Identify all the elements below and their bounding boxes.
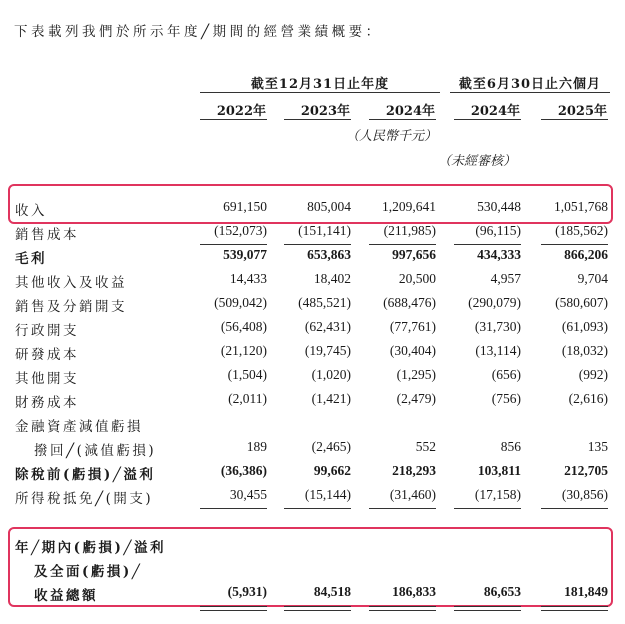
row-value: (13,114) bbox=[475, 343, 521, 358]
row-value: 691,150 bbox=[223, 199, 267, 214]
total-value-4: 86,653 bbox=[483, 584, 521, 599]
row-value: (2,616) bbox=[568, 391, 608, 406]
row-value: 856 bbox=[500, 439, 521, 454]
row-value: 103,811 bbox=[477, 463, 521, 478]
row-label: 財務成本 bbox=[15, 395, 79, 411]
total-double-rule-5 bbox=[541, 606, 608, 611]
row-label: 其他開支 bbox=[15, 371, 79, 387]
row-value: (62,431) bbox=[304, 319, 351, 334]
row-value: 530,448 bbox=[477, 199, 521, 214]
total-double-rule-1 bbox=[200, 606, 267, 611]
row-label: 撥回╱(減值虧損) bbox=[34, 443, 157, 459]
year-rule-1 bbox=[200, 119, 267, 120]
row-value: 212,705 bbox=[564, 463, 608, 478]
currency-note: （人民幣千元） bbox=[346, 129, 438, 144]
row-value: (485,521) bbox=[298, 295, 351, 310]
row-value: (211,985) bbox=[383, 223, 436, 238]
row-value: 14,433 bbox=[229, 271, 267, 286]
row-value: (2,465) bbox=[311, 439, 351, 454]
row-value: 866,206 bbox=[564, 247, 608, 262]
row-value: (30,856) bbox=[561, 487, 608, 502]
row-label: 行政開支 bbox=[15, 323, 79, 339]
total-double-rule-2 bbox=[284, 606, 351, 611]
total-double-rule-3 bbox=[369, 606, 436, 611]
row-value: (30,404) bbox=[389, 343, 436, 358]
row-label: 所得稅抵免╱(開支) bbox=[15, 491, 154, 507]
header-interim: 截至6月30日止六個月 bbox=[458, 77, 602, 92]
row-value: (17,158) bbox=[474, 487, 521, 502]
year-rule-5 bbox=[541, 119, 608, 120]
row-value: 30,455 bbox=[229, 487, 267, 502]
row-value: (15,144) bbox=[304, 487, 351, 502]
subtotal-rule bbox=[284, 244, 351, 245]
row-value: (31,460) bbox=[389, 487, 436, 502]
subtotal-rule bbox=[541, 244, 608, 245]
row-value: 218,293 bbox=[392, 463, 436, 478]
row-value: (580,607) bbox=[555, 295, 608, 310]
row-value: (290,079) bbox=[468, 295, 521, 310]
row-label: 收入 bbox=[15, 203, 47, 219]
row-value: (61,093) bbox=[561, 319, 608, 334]
year-header-1: 2022年 bbox=[216, 104, 266, 119]
row-value: (31,730) bbox=[474, 319, 521, 334]
subtotal-rule bbox=[369, 244, 436, 245]
row-label: 除稅前(虧損)╱溢利 bbox=[15, 467, 156, 483]
header-annual: 截至12月31日止年度 bbox=[250, 77, 390, 92]
row-value: (656) bbox=[491, 367, 521, 382]
year-header-2: 2023年 bbox=[300, 104, 350, 119]
year-rule-3 bbox=[369, 119, 436, 120]
subtotal-rule bbox=[541, 508, 608, 509]
intro-text: 下表載列我們於所示年度╱期間的經營業績概要： bbox=[14, 24, 383, 40]
row-value: 997,656 bbox=[392, 247, 436, 262]
row-value: (992) bbox=[578, 367, 608, 382]
total-value-1: (5,931) bbox=[227, 584, 267, 599]
year-rule-2 bbox=[284, 119, 351, 120]
row-value: (18,032) bbox=[561, 343, 608, 358]
total-value-3: 186,833 bbox=[392, 584, 436, 599]
row-value: 552 bbox=[415, 439, 436, 454]
row-value: 434,333 bbox=[477, 247, 521, 262]
row-value: 1,209,641 bbox=[382, 199, 436, 214]
row-value: (151,141) bbox=[298, 223, 351, 238]
row-label: 其他收入及收益 bbox=[15, 275, 127, 291]
subtotal-rule bbox=[369, 508, 436, 509]
row-value: (2,011) bbox=[228, 391, 267, 406]
year-header-5: 2025年 bbox=[557, 104, 607, 119]
row-value: 99,662 bbox=[313, 463, 351, 478]
subtotal-rule bbox=[454, 508, 521, 509]
row-label: 銷售及分銷開支 bbox=[15, 299, 127, 315]
row-value: (1,421) bbox=[311, 391, 351, 406]
row-value: (36,386) bbox=[220, 463, 267, 478]
total-value-5: 181,849 bbox=[564, 584, 608, 599]
header-annual-rule bbox=[200, 92, 440, 93]
row-value: 539,077 bbox=[223, 247, 267, 262]
row-value: (1,295) bbox=[396, 367, 436, 382]
total-label-line-1: 年╱期內(虧損)╱溢利 bbox=[15, 540, 167, 556]
year-rule-4 bbox=[454, 119, 521, 120]
row-value: 20,500 bbox=[398, 271, 436, 286]
row-value: (185,562) bbox=[555, 223, 608, 238]
row-value: 189 bbox=[246, 439, 267, 454]
row-value: 1,051,768 bbox=[554, 199, 608, 214]
header-interim-rule bbox=[450, 92, 610, 93]
row-value: 135 bbox=[587, 439, 608, 454]
row-value: (21,120) bbox=[220, 343, 267, 358]
row-value: 18,402 bbox=[313, 271, 351, 286]
row-label: 金融資產減值虧損 bbox=[15, 419, 143, 435]
row-value: (1,020) bbox=[311, 367, 351, 382]
row-value: (152,073) bbox=[214, 223, 267, 238]
row-value: 9,704 bbox=[577, 271, 608, 286]
row-value: (77,761) bbox=[389, 319, 436, 334]
subtotal-rule bbox=[200, 508, 267, 509]
row-value: (509,042) bbox=[214, 295, 267, 310]
row-value: (1,504) bbox=[227, 367, 267, 382]
total-value-2: 84,518 bbox=[313, 584, 351, 599]
year-header-4: 2024年 bbox=[470, 104, 520, 119]
row-label: 銷售成本 bbox=[15, 227, 79, 243]
row-value: 4,957 bbox=[490, 271, 521, 286]
row-label: 研發成本 bbox=[15, 347, 79, 363]
row-value: (56,408) bbox=[220, 319, 267, 334]
row-value: (96,115) bbox=[475, 223, 521, 238]
total-double-rule-4 bbox=[454, 606, 521, 611]
unaudited-note: （未經審核） bbox=[438, 154, 517, 169]
total-label-line-3: 收益總額 bbox=[34, 588, 98, 604]
row-value: (688,476) bbox=[383, 295, 436, 310]
subtotal-rule bbox=[454, 244, 521, 245]
year-header-3: 2024年 bbox=[385, 104, 435, 119]
row-value: 805,004 bbox=[307, 199, 351, 214]
row-label: 毛利 bbox=[15, 251, 47, 267]
row-value: (2,479) bbox=[396, 391, 436, 406]
row-value: 653,863 bbox=[307, 247, 351, 262]
row-value: (19,745) bbox=[304, 343, 351, 358]
row-value: (756) bbox=[491, 391, 521, 406]
subtotal-rule bbox=[284, 508, 351, 509]
total-label-line-2: 及全面(虧損)╱ bbox=[34, 564, 143, 580]
subtotal-rule bbox=[200, 244, 267, 245]
